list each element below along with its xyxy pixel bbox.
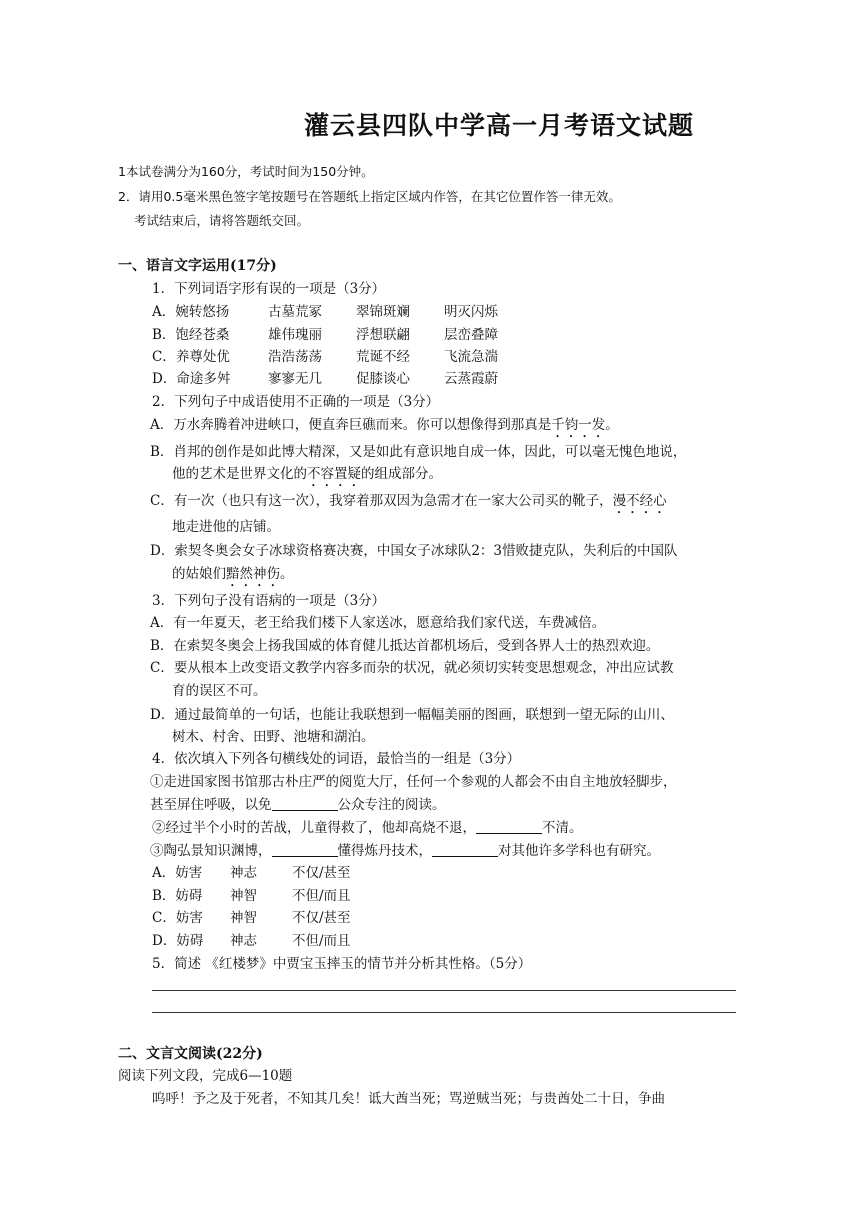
q1-option-b: B．饱经苍桑 雄伟瑰丽 浮想联翩 层峦叠障 <box>152 327 498 343</box>
fill-blank <box>272 843 338 857</box>
note-3: 考试结束后，请将答题纸交回。 <box>134 213 310 228</box>
q4-sentence-1-line1: ①走进国家图书馆那古朴庄严的阅览大厅，任何一个参观的人都会不由自主地放轻脚步， <box>150 774 677 790</box>
q3-option-d-line1: D．通过最简单的一句话，也能让我联想到一幅幅美丽的图画，联想到一望无际的山川、 <box>150 707 674 723</box>
q2-option-a: A．万水奔腾着冲进峡口，便直奔巨礁而来。你可以想像得到那真是千钧一发。 <box>150 417 619 433</box>
q3-option-c-line1: C．要从根本上改变语文教学内容多而杂的状况，就必须切实转变思想观念，冲出应试教 <box>150 660 674 676</box>
q4-stem: 4．依次填入下列各句横线处的词语，最恰当的一组是（3分） <box>152 751 521 767</box>
section2-intro: 阅读下列文段，完成6—10题 <box>118 1068 293 1084</box>
q4-sentence-2: ②经过半个小时的苦战，儿童得救了，他却高烧不退， 不清。 <box>152 820 583 836</box>
q3-stem: 3．下列句子没有语病的一项是（3分） <box>152 593 386 609</box>
q1-option-c: C．养尊处优 浩浩荡荡 荒诞不经 飞流急湍 <box>152 349 498 365</box>
q4-option-a: A．妨害 神志 不仅/甚至 <box>152 865 351 881</box>
note-2: 2．请用0.5毫米黑色签字笔按题号在答题纸上指定区域内作答，在其它位置作答一律无效。 <box>118 189 621 204</box>
q1-option-d: D．命途多舛 寥寥无几 促膝谈心 云蒸霞蔚 <box>152 371 498 387</box>
q2-option-b-line1: B．肖邦的创作是如此博大精深，又是如此有意识地自成一体，因此，可以毫无愧色地说， <box>150 444 687 460</box>
q2-stem: 2．下列句子中成语使用不正确的一项是（3分） <box>152 394 440 410</box>
q2-option-b-line2: 他的艺术是世界文化的不容置疑的组成部分。 <box>172 466 442 482</box>
fill-blank <box>476 820 542 834</box>
q2-option-c-line1: C．有一次（也只有这一次），我穿着那双因为急需才在一家大公司买的靴子，漫不经心 <box>150 493 667 509</box>
q2-option-d-line1: D．索契冬奥会女子冰球资格赛决赛，中国女子冰球队2：3惜败捷克队，失利后的中国队 <box>150 543 678 559</box>
answer-line-1 <box>152 990 736 991</box>
q4-sentence-1-line2: 甚至屏住呼吸，以免 公众专注的阅读。 <box>150 797 446 813</box>
fill-blank <box>432 843 498 857</box>
q2-option-c-line2: 地走进他的店铺。 <box>172 519 280 535</box>
answer-line-2 <box>152 1012 736 1013</box>
q1-option-a: A．婉转悠扬 古墓荒冢 翠锦斑斓 明灭闪烁 <box>152 304 498 320</box>
fill-blank <box>272 797 338 811</box>
q4-option-d: D．妨碍 神志 不但/而且 <box>152 933 351 949</box>
section2-heading: 二、文言文阅读(22分) <box>118 1046 263 1062</box>
q3-option-d-line2: 树木、村舍、田野、池塘和湖泊。 <box>172 729 375 745</box>
q4-option-b: B．妨碍 神智 不但/而且 <box>152 888 351 904</box>
q2-option-d-line2: 的姑娘们黯然神伤。 <box>172 566 294 582</box>
q4-sentence-3: ③陶弘景知识渊博， 懂得炼丹技术， 对其他许多学科也有研究。 <box>150 843 660 859</box>
q5-stem: 5．简述 《红楼梦》中贾宝玉摔玉的情节并分析其性格。（5分） <box>152 956 532 972</box>
q4-option-c: C．妨害 神智 不仅/甚至 <box>152 910 351 926</box>
page-title: 灌云县四队中学高一月考语文试题 <box>304 111 695 140</box>
passage-line-1: 呜呼！予之及于死者，不知其几矣！诋大酋当死；骂逆贼当死；与贵酋处二十日，争曲 <box>152 1091 665 1107</box>
q3-option-c-line2: 育的误区不可。 <box>172 683 267 699</box>
section1-heading: 一、语言文字运用(17分) <box>118 258 277 274</box>
q3-option-a: A．有一年夏天，老王给我们楼下人家送冰，愿意给我们家代送，车费减倍。 <box>150 615 606 631</box>
q3-option-b: B．在索契冬奥会上扬我国威的体育健儿抵达首都机场后，受到各界人士的热烈欢迎。 <box>150 638 660 654</box>
q1-stem: 1．下列词语字形有误的一项是（3分） <box>152 281 386 297</box>
note-1: 1本试卷满分为160分，考试时间为150分钟。 <box>118 164 374 179</box>
